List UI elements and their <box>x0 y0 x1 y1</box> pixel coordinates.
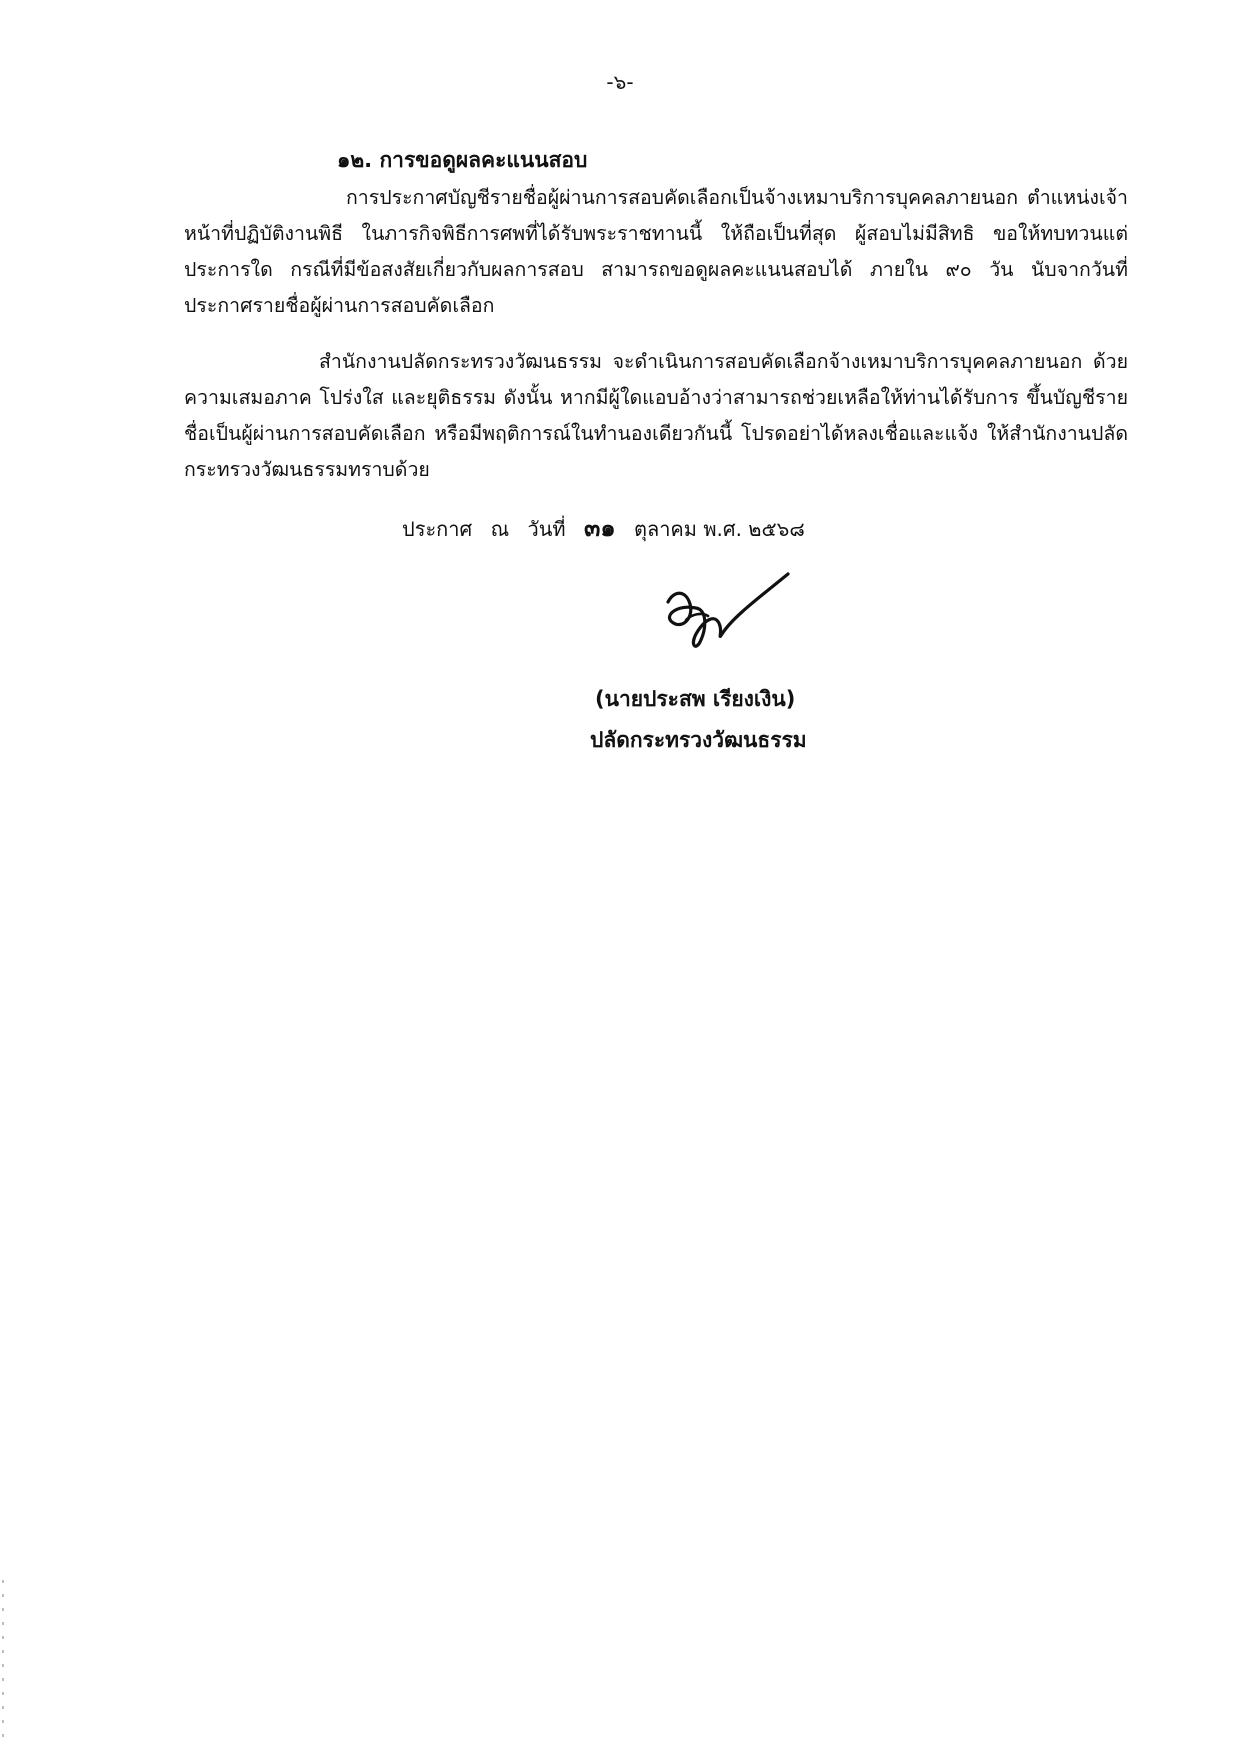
section-heading: ๑๒. การขอดูผลคะแนนสอบ <box>337 148 588 172</box>
announcement-month-year: ตุลาคม พ.ศ. ๒๕๖๘ <box>633 517 805 541</box>
scan-edge-artifact <box>2 1580 4 1740</box>
announcement-day: ๓๑ <box>583 514 616 542</box>
paragraph-fairness-notice-text: สำนักงานปลัดกระทรวงวัฒนธรรม จะดำเนินการสอบคัดเลือกจ้างเหมาบริการบุคคลภายนอก ด้วยความเสมอภาค โปร่งใส และยุติธรรม ดังนั้น หากมีผู้ใดแอบอ้างว่าสามารถช่วยเหลือให้ท่านได้รับการ ขึ้นบัญชีรายชื่อเป็นผู้ผ่านการสอบคัดเลือก หรือมีพฤติการณ์ในทำนองเดียวกันนี้ โปรดอย่าได้หลงเชื่อและแจ้ง ให้สำนักงานปลัดกระทรวงวัฒนธรรมทราบด้วย <box>184 350 1128 481</box>
paragraph-score-review <box>184 180 1128 324</box>
signatory-title: ปลัดกระทรวงวัฒนธรรม <box>590 728 807 752</box>
announcement-day-label: วันที่ <box>527 517 566 541</box>
announcement-prefix: ประกาศ <box>402 517 473 541</box>
announcement-at: ณ <box>490 517 510 541</box>
handwritten-signature <box>656 560 796 660</box>
signatory-name: (นายประสพ เรียงเงิน) <box>595 687 796 711</box>
announcement-date <box>402 508 805 547</box>
paragraph-fairness-notice <box>184 344 1128 488</box>
page-number: -๖- <box>606 70 634 94</box>
paragraph-score-review-text: การประกาศบัญชีรายชื่อผู้ผ่านการสอบคัดเลือกเป็นจ้างเหมาบริการบุคคลภายนอก ตำแหน่งเจ้าหน้าที่ปฏิบัติงานพิธี ในภารกิจพิธีการศพที่ได้รับพระราชทานนี้ ให้ถือเป็นที่สุด ผู้สอบไม่มีสิทธิ ขอให้ทบทวนแต่ประการใด กรณีที่มีข้อสงสัยเกี่ยวกับผลการสอบ สามารถขอดูผลคะแนนสอบได้ ภายใน ๙๐ วัน นับจากวันที่ประกาศรายชื่อผู้ผ่านการสอบคัดเลือก <box>184 186 1128 317</box>
